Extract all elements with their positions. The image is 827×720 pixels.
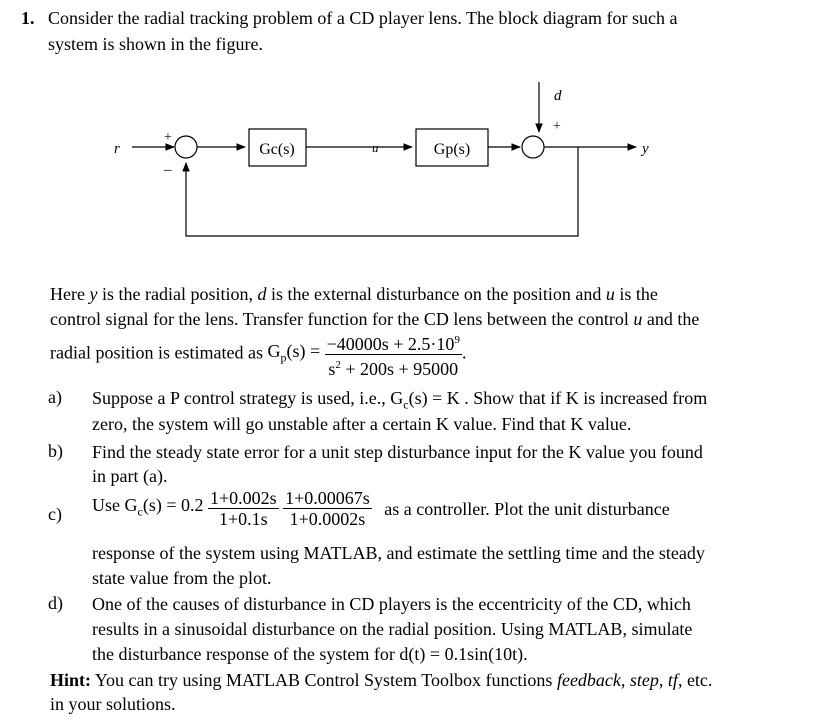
item-a-label: a): [48, 387, 62, 407]
description-line-1: Here y is the radial position, d is the external disturbance on the position and u is the: [50, 284, 658, 304]
item-a-line-2: zero, the system will go unstable after a certain K value. Find that K value.: [92, 414, 632, 434]
item-b-line-2: in part (a).: [92, 466, 168, 486]
summing-junction-1: [175, 136, 197, 158]
label-r: r: [114, 141, 120, 157]
label-y: y: [642, 141, 649, 157]
block-diagram: [0, 0, 827, 270]
item-d-label: d): [48, 593, 63, 613]
description-line-2: control signal for the lens. Transfer function for the CD lens between the control u and the: [50, 309, 700, 329]
item-c-label: c): [48, 504, 62, 524]
controller-block-label: Gc(s): [259, 141, 295, 158]
item-d-line-3: the disturbance response of the system for d(t) = 0.1sin(10t).: [92, 644, 528, 664]
summing-junction-2: [522, 136, 544, 158]
item-a-line-1: Suppose a P control strategy is used, i.e., $G_c(s) = K$ . Show that if K is increased from: [92, 388, 708, 412]
problem-intro-line-2: system is shown in the figure.: [48, 34, 263, 54]
item-b-label: b): [48, 441, 63, 461]
controller-transfer-function: Use $G_c(s) = 0.2$ $\frac{1+0.002s}{1+0.1s}$ $\frac{1+0.00067s}{1+0.0002s}$ as a controller. Plot the unit disturbance: [92, 488, 670, 529]
item-b-line-1: Find the steady state error for a unit step disturbance input for the K value you found: [92, 442, 703, 462]
item-c-line-2: response of the system using MATLAB, and estimate the settling time and the steady: [92, 543, 705, 563]
item-c-line-3: state value from the plot.: [92, 568, 272, 588]
lead-fraction-1: $\frac{1+0.002s}{1+0.1s}$: [209, 488, 277, 529]
label-u: u: [372, 140, 379, 155]
label-plus-sum1: +: [164, 130, 172, 145]
item-d-line-2: results in a sinusoidal disturbance on the radial position. Using MATLAB, simulate: [92, 619, 693, 639]
hint-line-1: Hint: You can try using MATLAB Control System Toolbox functions feedback, step, tf, etc.: [50, 670, 713, 690]
plant-tf-fraction: $\frac{-40000s + 2.5\cdot 10^9}{s^2 + 200s + 95000}$: [325, 330, 462, 379]
label-plus-d: +: [553, 119, 561, 134]
hint-line-2: in your solutions.: [50, 694, 176, 714]
label-minus-sum1: –: [164, 162, 172, 178]
item-d-line-1: One of the causes of disturbance in CD players is the eccentricity of the CD, which: [92, 594, 691, 614]
lead-fraction-2: $\frac{1+0.00067s}{1+0.0002s}$: [285, 488, 370, 529]
hint-label: Hint:: [50, 670, 92, 690]
plant-block-label: Gp(s): [433, 141, 471, 158]
plant-transfer-function: radial position is estimated as $G_p(s)$ = $\frac{-40000s + 2.5\cdot 10^9}{s^2 + 200s + 95000}$ .: [50, 330, 466, 379]
feedback-path: [186, 147, 578, 236]
problem-intro-line-1: Consider the radial tracking problem of a CD player lens. The block diagram for such a: [48, 8, 678, 28]
label-d: d: [554, 88, 562, 104]
problem-number: 1.: [21, 8, 35, 28]
